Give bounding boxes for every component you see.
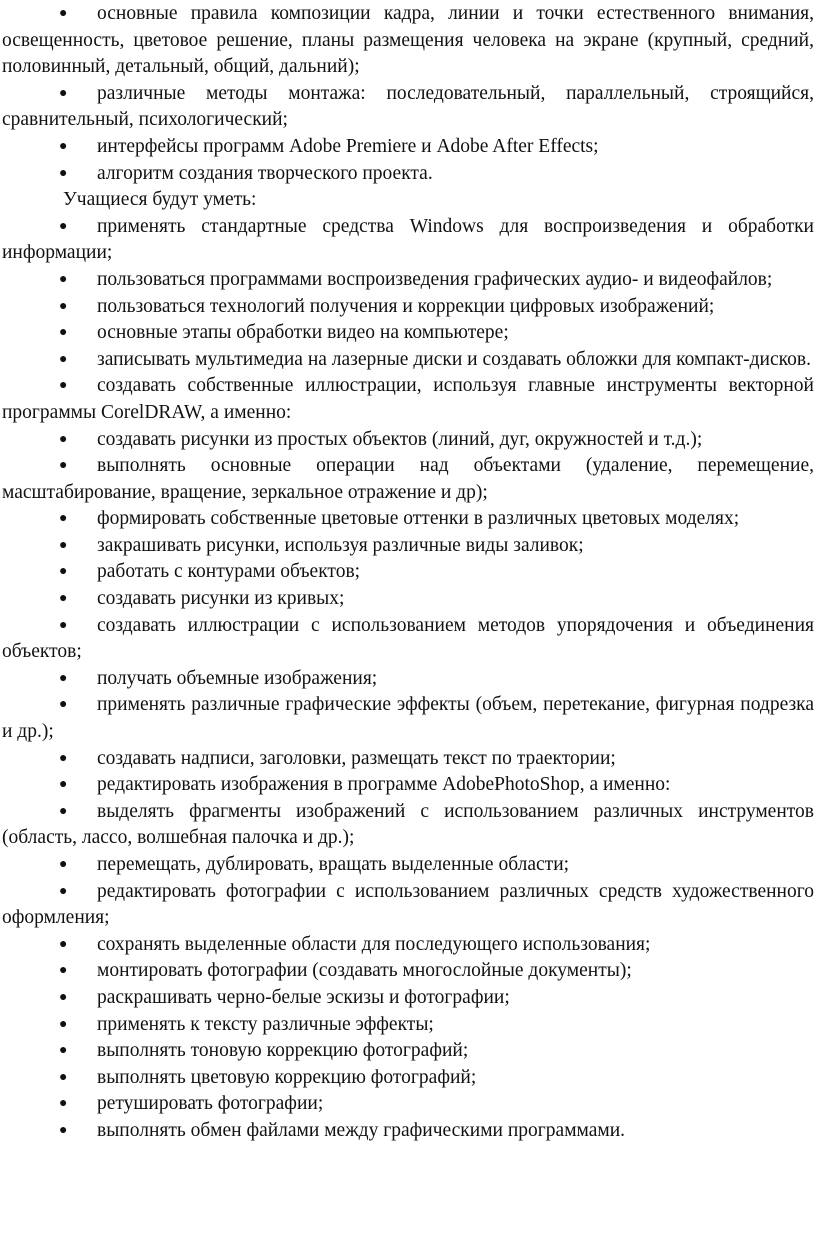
list-item-text: выполнять цветовую коррекцию фотографий; [97, 1066, 477, 1088]
bullet-icon: ● [59, 351, 68, 367]
bullet-icon: ● [59, 458, 68, 474]
bullet-icon: ● [59, 617, 68, 633]
list-item [2, 559, 814, 586]
list-item [2, 666, 814, 693]
list-item [2, 879, 814, 932]
bullet-icon: ● [59, 697, 68, 713]
list-item [2, 294, 814, 321]
list-item [2, 1038, 814, 1065]
bullet-icon: ● [59, 431, 68, 447]
list-item [2, 613, 814, 666]
list-item [2, 134, 814, 161]
list-item-text: создавать рисунки из простых объектов (линий, дуг, окружностей и т.д.); [97, 428, 703, 450]
list-item-text: алгоритм создания творческого проекта. [97, 162, 433, 184]
list-item-text: монтировать фотографии (создавать многослойные документы); [97, 960, 632, 982]
bullet-icon: ● [59, 1069, 68, 1085]
list-item [2, 533, 814, 560]
bullet-icon: ● [59, 85, 68, 101]
bullet-icon: ● [59, 511, 68, 527]
list-item-text: применять стандартные средства Windows для воспроизведения и обработки информации; [2, 215, 814, 264]
list-item-text: создавать иллюстрации с использованием методов упорядочения и объединения объектов; [2, 614, 814, 663]
list-item-text: получать объемные изображения; [97, 667, 378, 689]
bullet-icon: ● [59, 537, 68, 553]
list-item [2, 772, 814, 799]
bullet-icon: ● [59, 6, 68, 21]
list-item [2, 81, 814, 134]
list-item-text: различные методы монтажа: последовательный, параллельный, строящийся, сравнительный, психологический; [2, 82, 814, 131]
skills-list [2, 214, 814, 1145]
list-item [2, 852, 814, 879]
list-item-text: создавать рисунки из кривых; [97, 588, 345, 610]
list-item [2, 373, 814, 426]
list-item [2, 958, 814, 985]
list-item [2, 932, 814, 959]
bullet-icon: ● [59, 591, 68, 607]
list-item-text: интерфейсы программ Adobe Premiere и Adobe After Effects; [97, 135, 599, 157]
list-item [2, 347, 814, 374]
list-item [2, 1065, 814, 1092]
bullet-icon: ● [59, 857, 68, 872]
list-item [2, 453, 814, 506]
list-item [2, 746, 814, 773]
list-item-text: выполнять тоновую коррекцию фотографий; [97, 1040, 469, 1062]
list-item [2, 320, 814, 347]
bullet-icon: ● [59, 1122, 68, 1138]
bullet-icon: ● [59, 989, 68, 1005]
bullet-icon: ● [59, 325, 68, 341]
list-item [2, 427, 814, 454]
list-item-text: сохранять выделенные области для последующего использования; [97, 933, 651, 955]
list-item [2, 267, 814, 294]
bullet-icon: ● [59, 1043, 68, 1059]
bullet-icon: ● [59, 564, 68, 580]
bullet-icon: ● [59, 298, 68, 314]
list-item-text: выполнять обмен файлами между графическими программами. [97, 1119, 626, 1141]
bullet-icon: ● [59, 1016, 68, 1032]
list-item [2, 214, 814, 267]
list-item-text: выделять фрагменты изображений с использованием различных инструментов (область, лассо, волшебная палочка и др.); [2, 800, 814, 849]
list-item-text: редактировать изображения в программе AdobePhotoShop, а именно: [97, 774, 671, 796]
bullet-icon: ● [59, 218, 68, 234]
skills-heading: Учащиеся будут уметь: [63, 189, 257, 211]
list-item [2, 1012, 814, 1039]
list-item-text: закрашивать рисунки, используя различные виды заливок; [97, 534, 584, 556]
list-item-text: пользоваться технологий получения и коррекции цифровых изображений; [97, 295, 715, 317]
bullet-icon: ● [59, 378, 68, 394]
bullet-icon: ● [59, 777, 68, 793]
list-item-text: ретушировать фотографии; [97, 1093, 324, 1115]
list-item [2, 985, 814, 1012]
list-item-text: пользоваться программами воспроизведения графических аудио- и видеофайлов; [97, 268, 773, 290]
list-item [2, 1, 814, 81]
bullet-icon: ● [59, 138, 68, 154]
list-item [2, 1118, 814, 1145]
list-item-text: записывать мультимедиа на лазерные диски и создавать обложки для компакт-дисков. [97, 348, 811, 370]
list-item-text: формировать собственные цветовые оттенки в различных цветовых моделях; [97, 508, 740, 530]
list-item-text: перемещать, дублировать, вращать выделенные области; [97, 854, 570, 875]
bullet-icon: ● [59, 670, 68, 686]
list-item-text: редактировать фотографии с использованием различных средств художественного оформления; [2, 880, 814, 929]
bullet-icon: ● [59, 883, 68, 899]
bullet-icon: ● [59, 963, 68, 979]
list-item [2, 692, 814, 745]
list-item-text: применять различные графические эффекты (объем, перетекание, фигурная подрезка и др.); [2, 694, 814, 743]
list-item [2, 161, 814, 188]
list-item-text: применять к тексту различные эффекты; [97, 1013, 434, 1035]
bullet-icon: ● [59, 803, 68, 819]
bullet-icon: ● [59, 165, 68, 181]
list-item-text: работать с контурами объектов; [97, 561, 361, 583]
list-item-text: основные этапы обработки видео на компьютере; [97, 322, 509, 344]
list-item-text: выполнять основные операции над объектами (удаление, перемещение, масштабирование, вращение, зеркальное отражение и др); [2, 455, 814, 503]
bullet-icon: ● [59, 750, 68, 766]
list-item-text: основные правила композиции кадра, линии и точки естественного внимания, освещенность, цветовое решение, планы размещения человека на экране (крупный, средний, половинный, детальный, общий, дальний); [2, 3, 814, 78]
list-item [2, 506, 814, 533]
bullet-icon: ● [59, 936, 68, 952]
list-item-text: создавать собственные иллюстрации, используя главные инструменты векторной программы CorelDRAW, а именно: [2, 375, 814, 423]
knowledge-list [2, 1, 814, 187]
list-item [2, 799, 814, 852]
list-item [2, 586, 814, 613]
bullet-icon: ● [59, 1096, 68, 1112]
list-item-text: создавать надписи, заголовки, размещать текст по траектории; [97, 747, 616, 769]
list-item-text: раскрашивать черно-белые эскизы и фотографии; [97, 986, 510, 1008]
bullet-icon: ● [59, 271, 68, 287]
list-item [2, 1091, 814, 1118]
